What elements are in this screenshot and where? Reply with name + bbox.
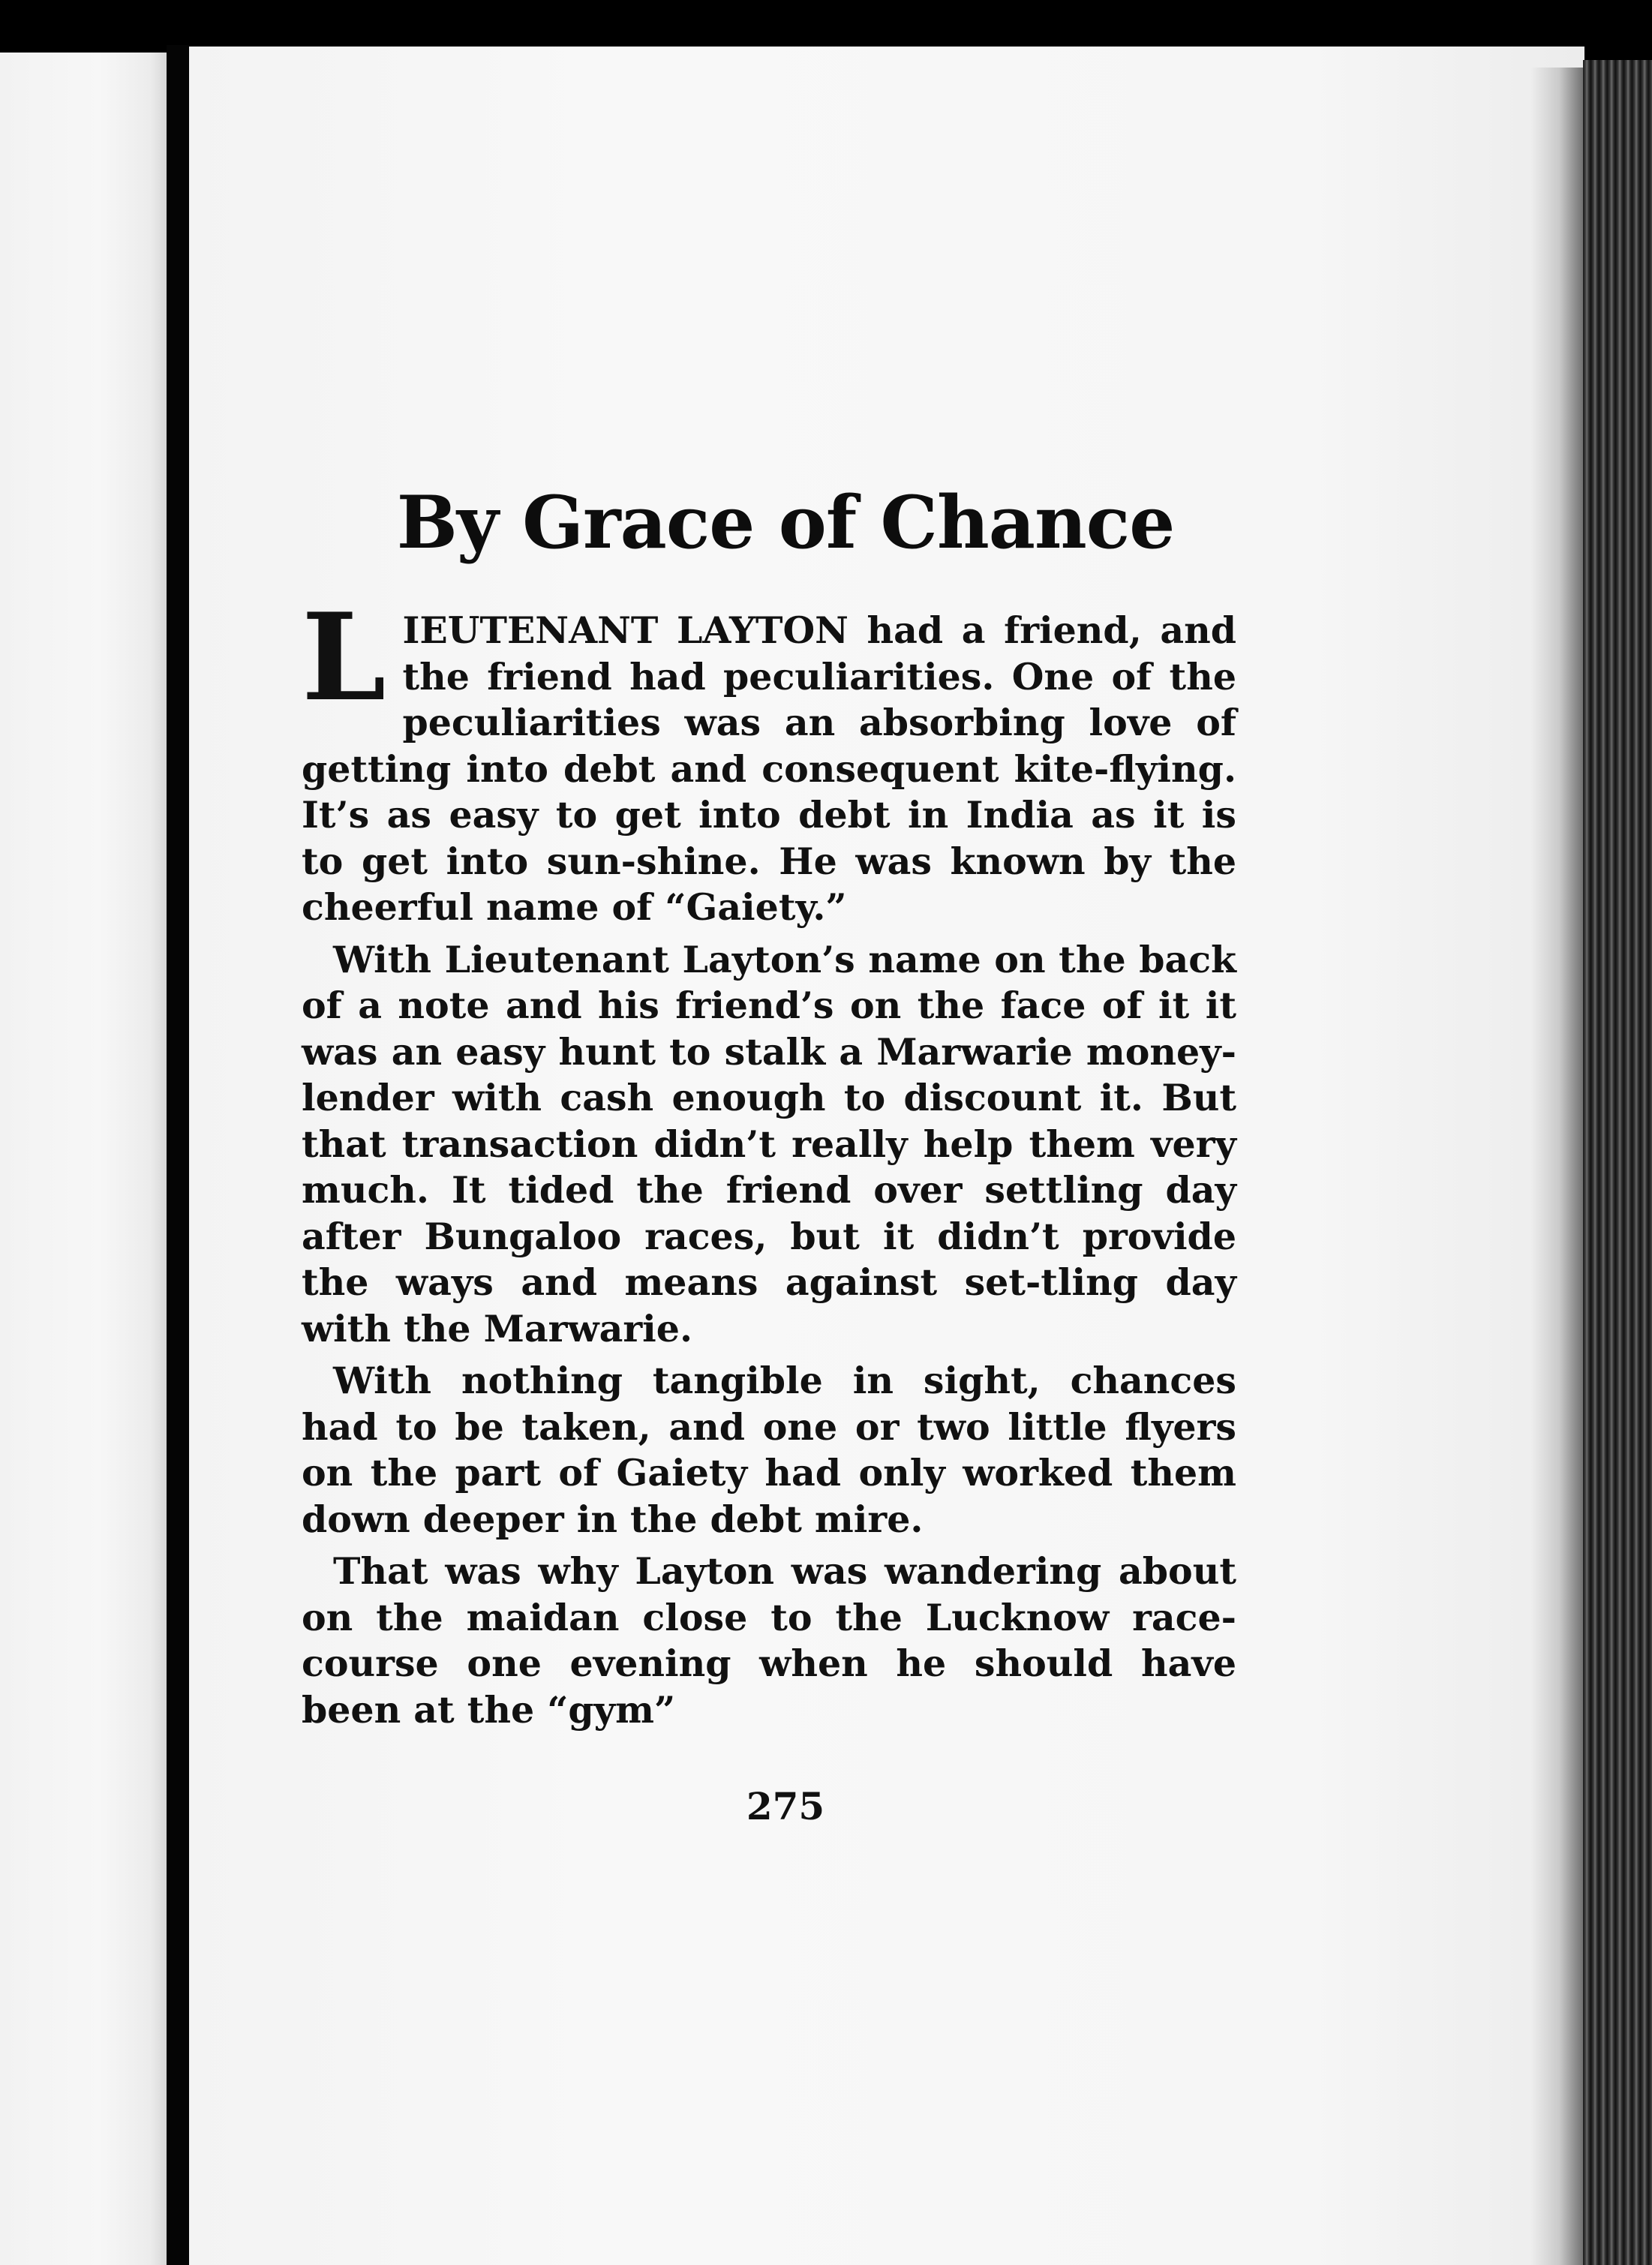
drop-cap: L	[302, 587, 386, 728]
paragraph-3: With nothing tangible in sight, chances had to be taken, and one or two little flyers on the part of Gaiety had only worked them down deeper in the debt mire.	[302, 1359, 1236, 1541]
page-number: 275	[746, 1784, 825, 1828]
paragraph-1-text: IEUTENANT LAYTON had a friend, and the friend had peculiarities. One of the peculiarities was an absorbing love of getting into debt and consequent kite-flying. It’s as easy to get into debt in India as it is to get into sun-shine. He was known by the cheerful name of “Gaiety.”	[302, 608, 1236, 929]
body-text	[302, 587, 1236, 1739]
previous-page-edge	[0, 53, 167, 2265]
paragraph-2: With Lieutenant Layton’s name on the back of a note and his friend’s on the face of it it was an easy hunt to stalk a Marwarie money-lender with cash enough to discount it. But that transaction didn’t really help them very much. It tided the friend over settling day after Bungaloo races, but it didn’t provide the ways and means against set-tling day with the Marwarie.	[302, 937, 1236, 1350]
chapter-title: By Grace of Chance	[396, 480, 1175, 565]
paragraph-4: That was why Layton was wandering about on the maidan close to the Lucknow race-course one evening when he should have been at the “gym”	[302, 1549, 1236, 1732]
paragraph-1	[302, 587, 1236, 931]
book-gutter	[167, 45, 189, 2265]
page-block-edges	[1583, 60, 1652, 2265]
